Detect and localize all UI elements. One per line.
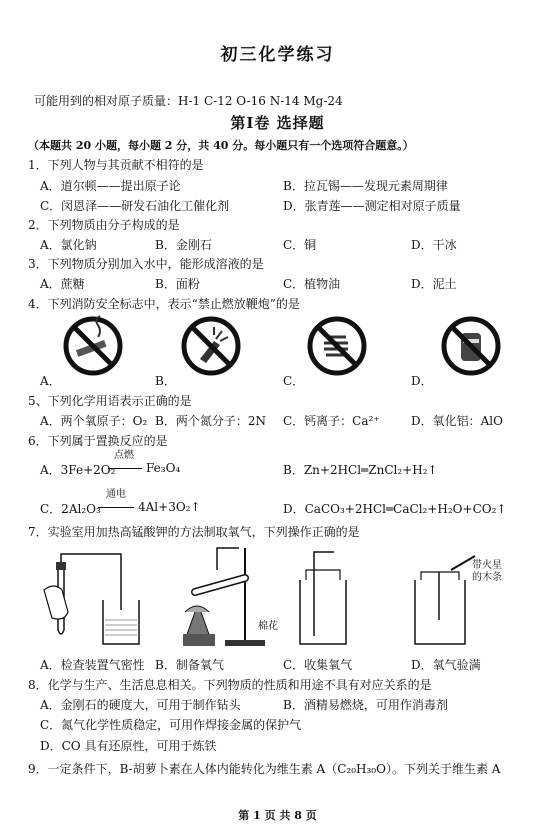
q2-option-b: B．金刚石 <box>155 238 212 252</box>
q2-option-c: C．铜 <box>283 238 317 252</box>
q6-option-c-left: C．2Al₂O₃ <box>40 502 101 516</box>
label-splint: 带火星的木条 <box>472 560 502 583</box>
q5-option-b: B．两个氮分子：2N <box>155 414 266 428</box>
q7-option-c: C．收集氧气 <box>283 658 353 672</box>
q1-option-b: B．拉瓦锡——发现元素周期律 <box>283 179 448 193</box>
q6-stem: 6．下列属于置换反应的是 <box>28 434 168 448</box>
q1-option-c: C．闵恩泽——研发石油化工催化剂 <box>40 199 230 213</box>
q8-option-d: D．CO 具有还原性，可用于炼铁 <box>40 739 217 753</box>
page-title: 初三化学练习 <box>220 45 335 65</box>
q8-stem: 8．化学与生产、生活息息相关。下列物质的性质和用途不具有对应关系的是 <box>28 678 432 692</box>
no-open-flame-sign-icon <box>440 315 502 377</box>
q6-c-condition: 通电 <box>106 489 126 500</box>
q3-option-d: D．泥土 <box>411 277 457 291</box>
q7-option-a: A．检查装置气密性 <box>40 658 145 672</box>
q6-a-reaction-line <box>108 468 142 469</box>
q2-stem: 2．下列物质由分子构成的是 <box>28 218 180 232</box>
q4-option-a: A． <box>40 374 61 388</box>
q3-option-c: C．植物油 <box>283 277 341 291</box>
q4-stem: 4．下列消防安全标志中，表示“禁止燃放鞭炮”的是 <box>28 297 300 311</box>
q6-option-c-right: 4Al+3O₂↑ <box>138 500 201 514</box>
q3-stem: 3．下列物质分别加入水中，能形成溶液的是 <box>28 257 264 271</box>
q6-option-a-left: A．3Fe+2O₂ <box>40 463 116 477</box>
q4-option-c: C． <box>283 374 305 388</box>
q6-option-b: B．Zn+2HCl═ZnCl₂+H₂↑ <box>283 463 438 477</box>
q4-option-b: B． <box>155 374 176 388</box>
part-title: 第Ⅰ卷 选择题 <box>230 114 325 132</box>
q8-option-b: B．酒精易燃烧，可用作消毒剂 <box>283 698 448 712</box>
page-footer: 第 1 页 共 8 页 <box>238 809 317 822</box>
q8-option-a: A．金刚石的硬度大，可用于制作钻头 <box>40 698 241 712</box>
q6-option-d: D．CaCO₃+2HCl═CaCl₂+H₂O+CO₂↑ <box>283 502 507 516</box>
no-firecrackers-sign-icon <box>306 315 368 377</box>
airtightness-check-apparatus-icon <box>38 550 148 650</box>
q4-option-d: D． <box>411 374 433 388</box>
q3-option-b: B．面粉 <box>155 277 200 291</box>
instructions: （本题共 20 小题，每小题 2 分，共 40 分。每小题只有一个选项符合题意。） <box>28 139 414 152</box>
q3-option-a: A．蔗糖 <box>40 277 85 291</box>
q8-option-c: C．氮气化学性质稳定，可用作焊接金属的保护气 <box>40 718 302 732</box>
q6-a-condition: 点燃 <box>114 450 134 461</box>
q1-stem: 1．下列人物与其贡献不相符的是 <box>28 158 204 172</box>
q2-option-d: D．干冰 <box>411 238 457 252</box>
no-fireworks-sign-icon <box>180 315 242 377</box>
q1-option-a: A．道尔顿——提出原子论 <box>40 179 181 193</box>
q2-option-a: A．氯化钠 <box>40 238 97 252</box>
no-smoking-sign-icon <box>62 315 124 377</box>
q6-c-reaction-line <box>98 507 134 508</box>
q7-option-b: B．制备氧气 <box>155 658 224 672</box>
q5-stem: 5、下列化学用语表示正确的是 <box>28 394 192 408</box>
q7-option-d: D．氧气验满 <box>411 658 481 672</box>
oxygen-preparation-apparatus-icon <box>165 542 275 652</box>
q1-option-d: D．张青莲——测定相对原子质量 <box>283 199 461 213</box>
q5-option-c: C．钙离子：Ca²⁺ <box>283 414 380 428</box>
q9-stem: 9．一定条件下，B-胡萝卜素在人体内能转化为维生素 A（C₂₀H₃₀O）。下列关于维生素 A <box>28 762 501 776</box>
q5-option-a: A．两个氧原子：O₂ <box>40 414 148 428</box>
relative-atomic-mass: 可能用到的相对原子质量：H-1 C-12 O-16 N-14 Mg-24 <box>34 94 343 108</box>
oxygen-collection-apparatus-icon <box>292 550 362 650</box>
q5-option-d: D．氧化铝：AlO <box>411 414 503 428</box>
q6-option-a-right: Fe₃O₄ <box>146 461 181 475</box>
q7-stem: 7．实验室用加热高锰酸钾的方法制取氧气，下列操作正确的是 <box>28 525 360 539</box>
label-cotton: 棉花 <box>258 621 278 632</box>
